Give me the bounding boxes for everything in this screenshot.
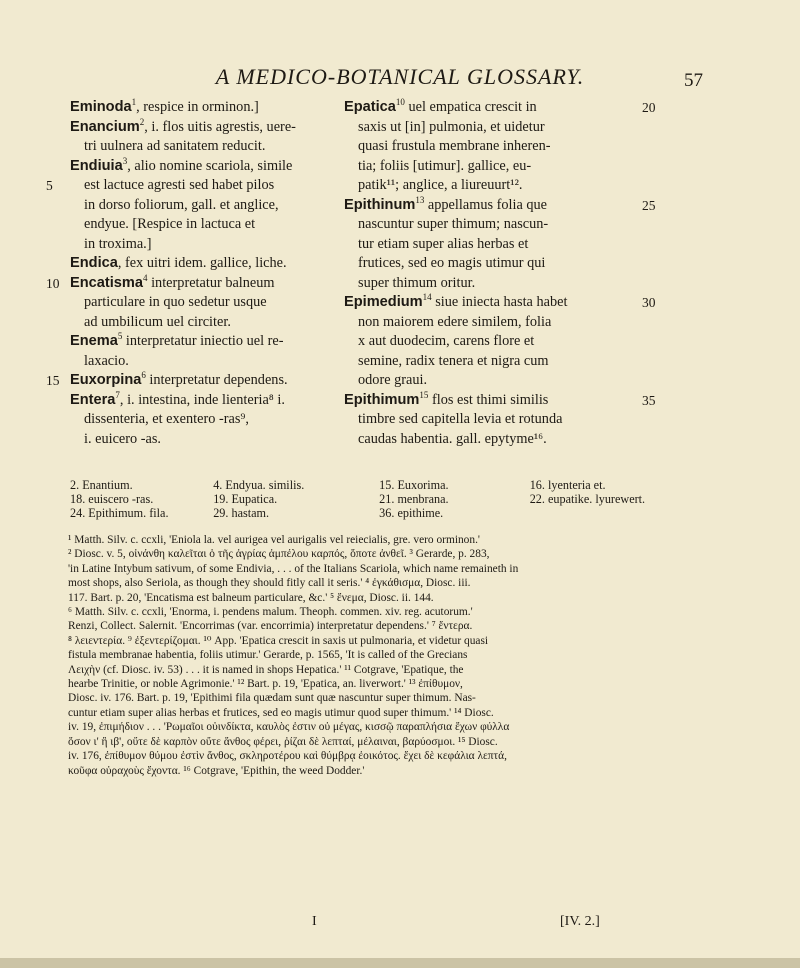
- entry-text: tur etiam super alias herbas et: [358, 235, 529, 252]
- footnote-line: most shops, also Seriola, as though they should fitly call it seris.' ⁴ ἐγκάθισμα, Diosc. iii.: [68, 577, 471, 590]
- entry-text: , alio nomine scariola, simile: [127, 157, 293, 174]
- entry-line: [344, 235, 644, 255]
- entry-text: odore graui.: [358, 372, 428, 388]
- line-number: 25: [642, 197, 656, 213]
- entry-line: [344, 97, 656, 118]
- entry-text: flos est thimi similis: [428, 391, 549, 408]
- entry-line: [344, 254, 644, 274]
- line-number: 30: [642, 295, 656, 310]
- glossary-entry: [46, 155, 330, 255]
- variant-row: [70, 478, 730, 492]
- entry-line: [70, 196, 330, 216]
- entry-line: [70, 254, 330, 274]
- variant-reading: [530, 506, 730, 520]
- entry-line: [344, 215, 644, 235]
- entry-line: [46, 272, 330, 294]
- note-ref: 1: [131, 97, 137, 108]
- note-ref: 13: [415, 194, 425, 205]
- entry-line: [344, 137, 644, 157]
- glossary-entry: [46, 272, 330, 333]
- footnote-line: hearbe Trinitie, or noble Agrimonie.' ¹² Bart. p. 19, 'Epatica, an. liverwort.' ¹³ ἐπίθυμον,: [68, 678, 463, 691]
- headword: Encatisma: [70, 274, 144, 291]
- footnote-line: Renzi, Collect. Salernit. 'Encorrimas (var. encorrimia) interpretatur dependens.' ⁷ ἔντερα.: [68, 620, 473, 633]
- headword: Endica: [70, 255, 118, 271]
- entry-line: [70, 215, 330, 235]
- line-number: 5: [46, 178, 53, 193]
- footnote-line: ὅσον ι' ἢ ιβ', οὔτε δὲ καρπὸν οὔτε ἄνθος φέρει, ῥίζαι δὲ λεπταί, μέλαιναι, βαρύοσμοι. ¹⁵ Diosc.: [68, 735, 498, 748]
- footnote-line: cuntur etiam super alias herbas et frutices, sed eo magis utimur quod super thimum.' ¹⁴ Diosc.: [68, 706, 494, 719]
- entry-line: [70, 137, 330, 157]
- entry-text: dissenteria, et exentero -ras⁹,: [84, 411, 249, 427]
- entry-line: [70, 293, 330, 313]
- headword: Euxorpina: [70, 372, 142, 388]
- entry-text: endyue. [Respice in lactuca et: [84, 216, 256, 232]
- footnote-line: ⁶ Matth. Silv. c. ccxli, 'Enorma, i. pendens malum. Theoph. commen. xiv. reg. acutorum.': [68, 606, 473, 619]
- note-ref: 4: [143, 272, 148, 283]
- note-ref: 5: [117, 331, 123, 342]
- entry-text: caudas habentia. gall. epytyme¹⁶.: [358, 430, 547, 447]
- entry-text: in troxima.]: [84, 235, 152, 252]
- page-edge: [0, 958, 800, 968]
- entry-text: non maiorem edere similem, folia: [358, 313, 552, 330]
- entry-text: timbre sed capitella levia et rotunda: [358, 411, 563, 427]
- headword: Endiuia: [70, 157, 123, 174]
- variant-reading: 2. Enantium.: [70, 478, 133, 492]
- line-number: 35: [642, 392, 656, 408]
- headword: Epimedium: [344, 294, 423, 310]
- entry-line: [344, 371, 644, 391]
- entry-line: [70, 157, 330, 177]
- footnote-line: iv. 19, ἐπιμήδιον . . . 'Ρωμαῖοι οὐινδίκτα, καυλὸς ἐστιν οὐ μέγας, κισσῷ παραπλήσια ἔχων φύλλα: [68, 721, 510, 734]
- entry-line: [46, 176, 330, 196]
- entry-text: , i. flos uitis agrestis, uere-: [144, 118, 296, 135]
- note-ref: 6: [141, 370, 146, 381]
- entry-text: interpretatur iniectio uel re-: [122, 333, 284, 349]
- entry-text: est lactuce agresti sed habet pilos: [84, 177, 275, 193]
- glossary-entry: [70, 332, 330, 371]
- entry-line: [70, 332, 330, 352]
- entry-line: [70, 430, 330, 450]
- entry-line: [344, 313, 644, 333]
- glossary-entry: [46, 370, 330, 391]
- headword: Epithimum: [344, 391, 420, 408]
- headword: Epatica: [344, 99, 396, 115]
- entry-text: , respice in orminon.]: [136, 99, 259, 115]
- entry-text: , i. intestina, inde lienteria⁸ i.: [119, 391, 285, 408]
- note-ref: 10: [395, 97, 405, 108]
- entry-line: [344, 430, 644, 450]
- note-ref: 3: [122, 155, 128, 166]
- variant-reading: 18. euiscero -ras.: [70, 492, 154, 506]
- signature-mark: I: [312, 914, 317, 929]
- entry-line: [344, 389, 656, 411]
- entry-text: quasi frustula membrane inheren-: [358, 138, 551, 154]
- footnote-line: κοῦφα οὐραχοὺς ἔχοντα. ¹⁶ Cotgrave, 'Epithin, the weed Dodder.': [68, 764, 365, 777]
- headword: Epithinum: [344, 196, 416, 213]
- right-column: [344, 97, 656, 449]
- variant-reading: 21. menbrana.: [379, 492, 449, 506]
- entry-text: i. euicero -as.: [84, 430, 162, 447]
- variant-row: [70, 492, 730, 506]
- footnote-line: fistula membranae habentia, foliis utimur.' Gerarde, p. 1565, 'It is called of the Grecians: [68, 649, 468, 662]
- entry-text: appellamus folia que: [424, 196, 548, 213]
- glossary-entry: [70, 118, 330, 157]
- variant-reading: 22. eupatike. lyurewert.: [529, 492, 646, 506]
- variant-reading: 29. hastam.: [213, 506, 270, 520]
- entry-text: interpretatur balneum: [147, 274, 275, 291]
- entry-text: particulare in quo sedetur usque: [84, 294, 267, 310]
- footnote-line: Diosc. iv. 176. Bart. p. 19, 'Epithimi fila quædam sunt quæ nascuntur super thimum. Nas-: [68, 692, 476, 705]
- variant-row: [70, 506, 730, 520]
- headword: Enancium: [70, 118, 140, 135]
- note-ref: 7: [115, 389, 120, 400]
- note-ref: 14: [422, 292, 432, 303]
- entry-line: [70, 313, 330, 333]
- entry-line: [344, 118, 644, 138]
- headword: Eminoda: [70, 99, 132, 115]
- headword: Entera: [70, 391, 116, 408]
- entry-text: nascuntur super thimum; nascun-: [358, 216, 549, 232]
- glossary-entry: [344, 292, 656, 391]
- page-number: 57: [684, 70, 703, 91]
- glossary-entry: [70, 391, 330, 450]
- entry-line: [70, 410, 330, 430]
- note-ref: 2: [139, 116, 145, 127]
- headword: Enema: [70, 333, 118, 349]
- variant-reading: 4. Endyua. similis.: [213, 478, 305, 492]
- entry-text: siue iniecta hasta habet: [431, 294, 568, 310]
- footnote-line: ² Diosc. v. 5, οἰνάνθη καλεῖται ὁ τῆς ἀγρίας ἀμπέλου καρπός, ὅποτε ἀνθεῖ. ³ Gerarde, p. 283,: [68, 548, 490, 561]
- entry-line: [70, 352, 330, 372]
- entry-text: uel empatica crescit in: [404, 99, 537, 115]
- entry-text: frutices, sed eo magis utimur qui: [358, 255, 546, 271]
- line-number: 10: [46, 275, 60, 291]
- entry-line: [70, 118, 330, 138]
- entry-text: interpretatur dependens.: [145, 372, 288, 388]
- entry-line: [344, 292, 656, 313]
- entry-line: [344, 176, 644, 196]
- entry-line: [344, 157, 644, 177]
- variant-reading: 19. Eupatica.: [213, 492, 278, 506]
- entry-text: super thimum oritur.: [358, 274, 476, 291]
- note-ref: 15: [419, 389, 429, 400]
- entry-line: [70, 235, 330, 255]
- entry-text: laxacio.: [84, 352, 129, 369]
- footnote-line: 117. Bart. p. 20, 'Encatisma est balneum particulare, &c.' ⁵ ἔνεμα, Diosc. ii. 144.: [68, 591, 434, 604]
- entry-text: in dorso foliorum, gall. et anglice,: [84, 196, 279, 213]
- entry-line: [70, 98, 330, 118]
- footnote-line: Λειχὴν (cf. Diosc. iv. 53) . . . it is named in shops Hepatica.' ¹¹ Cotgrave, 'Epatique, the: [68, 663, 464, 676]
- entry-text: tia; foliis [utimur]. gallice, eu-: [358, 157, 532, 174]
- running-head: A MEDICO-BOTANICAL GLOSSARY.: [215, 64, 585, 89]
- sheet-signature: [IV. 2.]: [560, 914, 600, 929]
- entry-text: semine, radix tenera et nigra cum: [358, 352, 549, 369]
- variant-reading: 16. lyenteria et.: [529, 478, 606, 492]
- line-number: 20: [642, 100, 656, 115]
- variant-reading: 36. epithime.: [379, 506, 444, 520]
- variant-reading: 24. Epithimum. fila.: [70, 506, 169, 520]
- entry-line: [344, 410, 644, 430]
- line-number: 15: [46, 373, 60, 388]
- glossary-entry: [344, 194, 656, 294]
- entry-text: x aut duodecim, carens flore et: [358, 333, 535, 349]
- footnote-line: ¹ Matth. Silv. c. ccxli, 'Eniola la. vel aurigea vel aurigalis vel reiecialis, gre. vero orminon.': [68, 534, 480, 546]
- entry-line: [344, 332, 644, 352]
- entry-text: ad umbilicum uel circiter.: [84, 313, 231, 330]
- entry-line: [344, 274, 644, 294]
- glossary-entry: [344, 389, 656, 450]
- variant-readings: [70, 478, 730, 520]
- left-column: [46, 97, 330, 449]
- footnote-line: 'in Latine Intybum sativum, of some Endivia, . . . of the Italians Scariola, which name remaineth in: [68, 562, 519, 575]
- footnote-line: ⁸ λειεντερία. ⁹ ἐξεντερίζομαι. ¹⁰ App. 'Epatica crescit in saxis ut pulmonaria, et videtur quasi: [68, 634, 489, 647]
- entry-text: , fex uitri idem. gallice, liche.: [117, 255, 287, 271]
- variant-reading: 15. Euxorima.: [379, 478, 449, 492]
- entry-text: saxis ut [in] pulmonia, et uidetur: [358, 118, 545, 135]
- footnote-line: iv. 176, ἐπίθυμον θύμου ἐστὶν ἄνθος, σκληροτέρου καὶ θύμβρᾳ ἐοικότος. ἔχει δὲ κεφάλια λεπτά,: [68, 750, 507, 763]
- entry-line: [70, 391, 330, 411]
- entry-line: [344, 194, 656, 216]
- entry-text: tri uulnera ad sanitatem reducit.: [84, 138, 266, 154]
- entry-line: [344, 352, 644, 372]
- footnotes: [68, 533, 736, 778]
- glossary-entry: [344, 97, 656, 196]
- glossary-entry: [70, 254, 330, 274]
- entry-text: patik¹¹; anglice, a liureuurt¹².: [358, 177, 523, 193]
- glossary-entry: [70, 98, 330, 118]
- entry-line: [46, 370, 330, 391]
